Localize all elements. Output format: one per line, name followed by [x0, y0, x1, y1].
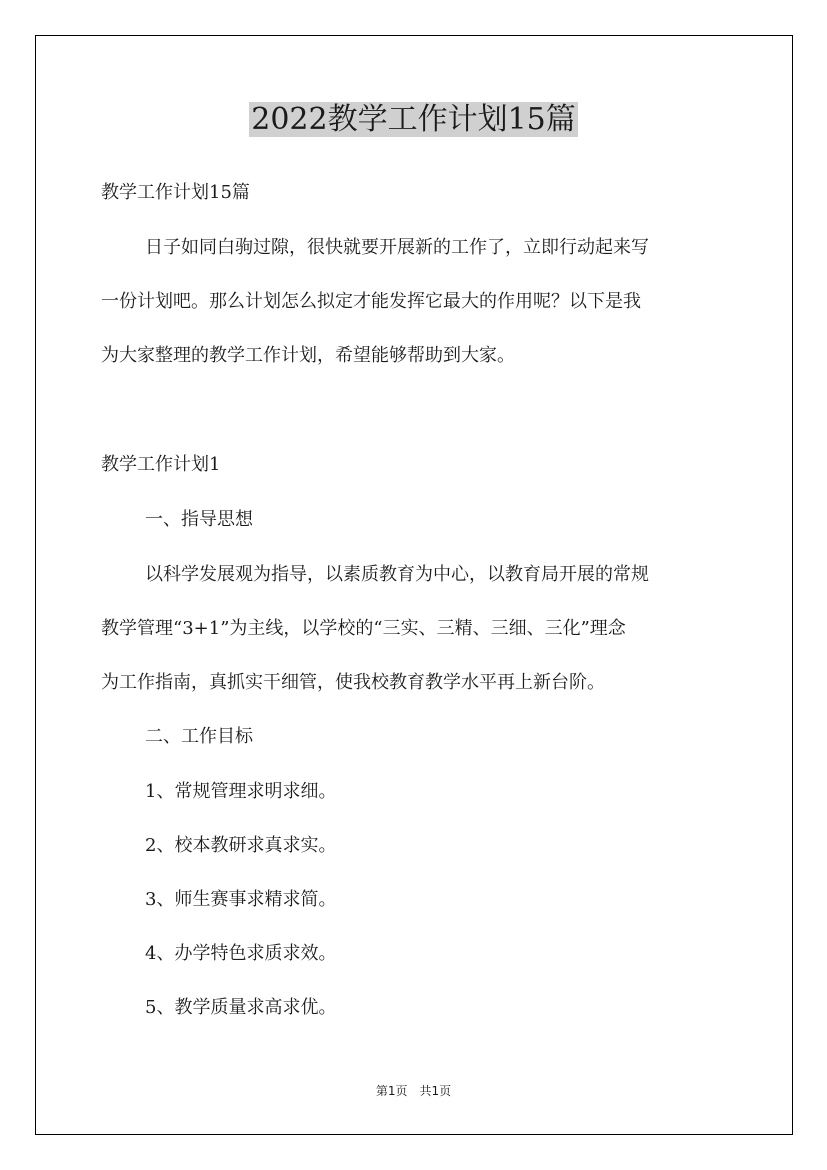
goal-item-3: 3、师生赛事求精求简。	[145, 889, 337, 910]
page-footer: 第1页 共1页	[375, 1084, 452, 1098]
part1-line-1: 以科学发展观为指导，以素质教育为中心，以教育局开展的常规	[145, 564, 649, 585]
part1-heading: 一、指导思想	[145, 509, 253, 530]
goal-item-5: 5、教学质量求高求优。	[145, 997, 337, 1018]
document-subtitle: 教学工作计划15篇	[101, 182, 250, 203]
goal-item-4: 4、办学特色求质求效。	[145, 943, 337, 964]
part1-line-3: 为工作指南，真抓实干细管，使我校教育教学水平再上新台阶。	[101, 672, 605, 693]
intro-line-3: 为大家整理的教学工作计划，希望能够帮助到大家。	[101, 345, 515, 366]
document-title-text: 2022教学工作计划15篇	[251, 102, 576, 137]
intro-line-1: 日子如同白驹过隙，很快就要开展新的工作了，立即行动起来写	[145, 237, 649, 258]
section-heading: 教学工作计划1	[101, 454, 221, 475]
part2-heading: 二、工作目标	[145, 726, 253, 747]
goal-item-2: 2、校本教研求真求实。	[145, 835, 337, 856]
goal-item-1: 1、常规管理求明求细。	[145, 781, 337, 802]
document-title	[0, 100, 827, 140]
intro-line-2: 一份计划吧。那么计划怎么拟定才能发挥它最大的作用呢？以下是我	[101, 291, 641, 312]
part1-line-2: 教学管理“3+1”为主线，以学校的“三实、三精、三细、三化”理念	[101, 618, 626, 639]
